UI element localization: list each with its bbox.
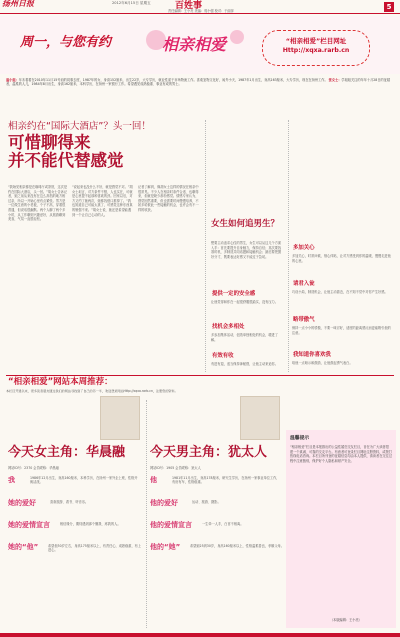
website-box [262,30,370,66]
female-photo [100,396,140,440]
column-divider-2 [288,120,289,372]
tip-heading-2: 找机会多相处 [212,324,245,330]
male-profile-meta: 网站ID号：1905 会员昵称：犹太人 [150,466,201,470]
tip-heading-6: 略带傲气 [293,317,315,323]
side-article-title: 女生如何追男生？ [211,219,280,229]
tip-heading-5: 请君入瓮 [293,281,315,287]
matchmaking-logo: 相亲相爱 [162,35,227,54]
female-ideal-label: 她的“他” [8,543,39,551]
article-kicker: 相亲约在“国际大酒店”？头一回！ [8,121,151,132]
newspaper-logo: 扬州日报 [2,0,34,8]
footer-bar [0,633,400,637]
tip-text-5: 巧设小局，制造机会，让他主动靠近，在不知不觉中对你产生好感。 [292,290,388,294]
male-ideal-label: 他的“她” [150,543,181,551]
website-label: “相亲相爱”栏目网址 [285,37,347,45]
article-column-1: “我始见相亲都是在咖啡厅或茶馆，这次是约在国际大酒店，头一回。”胡女士告诉记者，她之前从来没有在这么高档的地方相过亲，所以一开始心里有点紧张。男方是一位做生意的小老板，个子不高，穿着很普通，但说话很幽默。两个人聊了两个多小时，从工作聊到兴趣爱好，从旅游聊到美食，气氛一直很轻松。 [8,185,68,222]
female-declaration-text: 相信缘分，期待遇到那个懂我、疼我的人。 [60,522,121,526]
profile-divider [146,400,147,628]
female-profile-meta: 网站ID号：2370 会员昵称：华晨融 [8,466,59,470]
tip-text-4: 多加关心，时常问候，细心体贴，让对方感受到你的温暖，慢慢走进他的心里。 [292,254,391,263]
heart-decoration-small [230,30,244,44]
female-profile-title: 今天女主角：华晨融 [8,445,126,460]
intro-text [6,78,396,114]
tip-text-2: 多参加集体活动，创造单独相处的机会，增进了解。 [211,333,278,342]
tip-heading-1: 提供一定的安全感 [212,291,256,297]
side-article-text: 想要主动追求心仪的男生，女生可以从这几个方面入手：首先要提升自身魅力，保持自信；其次要找准时机，多制造共同话题和接触机会；最后要把握好分寸，既要表达好感又不能过于急切。 [211,241,282,259]
female-ideal-text: 希望他30岁左右，身高175厘米以上，有责任心，成熟稳重，有上进心。 [48,544,142,553]
intro-body: 年末看着在2010年11月15号前的同事去度，1987年的女，身高152厘米，出生22岁，大专学历，就业性质于市场物流工作。喜欢宠物文化好，闲外小天，1987年1月出生，身高163厘米，大专学历，现在在扬州工作。 [18,78,328,82]
male-intro-text: 1981年11月出生，身高178厘米，研究生学历，在扬州一家事业单位工作，有房有车，性格稳重。 [172,476,280,485]
intro-label-2: 张女士： [328,78,342,82]
notice-text: “相亲相爱”栏目是本报推出的公益性婚恋交友栏目，旨在为广大读者搭建一个真诚、可靠的交友平台。有意者可登录栏目网址注册资料，或拨打热线电话咨询。本栏目所刊登的征婚信息均由本人提供，请读者在交往过程中注意甄别，保护好个人隐私和财产安全。 [290,445,392,463]
tip-text-1: 让他觉得和你在一起很舒服很踏实，没有压力。 [211,300,278,304]
male-photo [240,396,280,440]
male-profile-title: 今天男主角：犹太人 [150,445,268,460]
male-intro-label: 他 [150,476,157,484]
editor-signature: （本版编辑：王小亮） [330,618,362,622]
male-declaration-label: 他的爱情宣言 [150,521,192,529]
female-declaration-label: 她的爱情宣言 [8,521,50,529]
male-declaration-text: 一生牵一人手，白首不相离。 [202,522,244,526]
column-divider [205,120,206,372]
page-number: 5 [384,2,394,12]
tip-heading-3: 有效有收 [212,353,234,359]
female-hobby-text: 喜欢旅游、看书、听音乐。 [50,500,89,504]
male-ideal-text: 希望她25到30岁，身高160厘米以上，性格温柔善良，孝顺父母。 [190,544,284,548]
article-headline: 可惜聊得来 [8,133,91,152]
tip-heading-4: 多加关心 [293,245,315,251]
weekly-recommend-note: 本栏目开通以来，很多读者朋友通过我们的网站寻找到了自己的另一半，欢迎登录网站Http://xqxa.rarb.cn，注册您的资料。 [6,389,178,393]
female-intro-label: 我 [8,476,15,484]
notice-title: 温馨提示 [290,436,310,441]
section-divider [6,375,394,376]
issue-date: 2012年6月15日 星期五 [112,1,151,5]
website-url[interactable]: Http://xqxa.rarb.cn [282,47,350,54]
weekly-recommend-title: “相亲相爱”网站本周推荐： [8,377,113,387]
tip-text-7: 给他一点暗示和鼓励，让他鼓起勇气表白。 [292,361,353,365]
tip-text-6: 保持一点小小的骄傲，不要一味讨好，适度的距离感反而更能吸引他的注意。 [292,326,391,335]
article-headline-2: 并不能代替感觉 [8,151,124,170]
tip-text-3: 有进有退，适当保持神秘感，让他主动来追你。 [211,362,278,366]
male-hobby-text: 运动、旅游、摄影。 [192,500,221,504]
intro-body-2: 学姐姐关注的年年十月28日的征婚者，温柔的人儿，1984年8月出生，身高162厘米，本科学历，在扬州一家银行工作。希望遇见成熟稳重、事业有成的男士。 [6,78,391,87]
intro-label: 温小姐： [6,78,19,82]
section-title: 百姓事 [175,1,203,11]
column-title: 周一，与您有约 [20,35,112,50]
article-column-3: 记者了解到，像胡女士这样的情况在相亲中很常见。不少人在相亲时条件合适、也聊得来，但就是缺少那份感觉。情感专家认为，感觉固然重要，但也需要时间慢慢培养，不妨多给彼此一些接触的机会，也许会有不一样的收获。 [138,185,199,212]
female-intro-text: 1986年12月出生，身高160厘米，本科学历，在扬州一家外企上班，性格开朗活泼。 [30,476,138,485]
female-hobby-label: 她的爱好 [8,499,36,507]
article-column-2: “说起来也没什么不好，就是感觉不对。”胡女士坦言，对方条件不错，人也实在，可就是心里提不起那种喜欢的劲。回家以后，对方又约了她两次，她都找借口推掉了。“我也知道自己可能太挑了，可感觉这种东西真的勉强不来。”胡女士说，她还是希望能遇到一个让自己心动的人。 [72,185,133,217]
editors-line: 责任编辑：王小亮 美编：郭小强 校对：于丽萍 [168,9,234,13]
tip-heading-7: 我知道你喜欢我 [293,352,331,358]
male-hobby-label: 他的爱好 [150,499,178,507]
